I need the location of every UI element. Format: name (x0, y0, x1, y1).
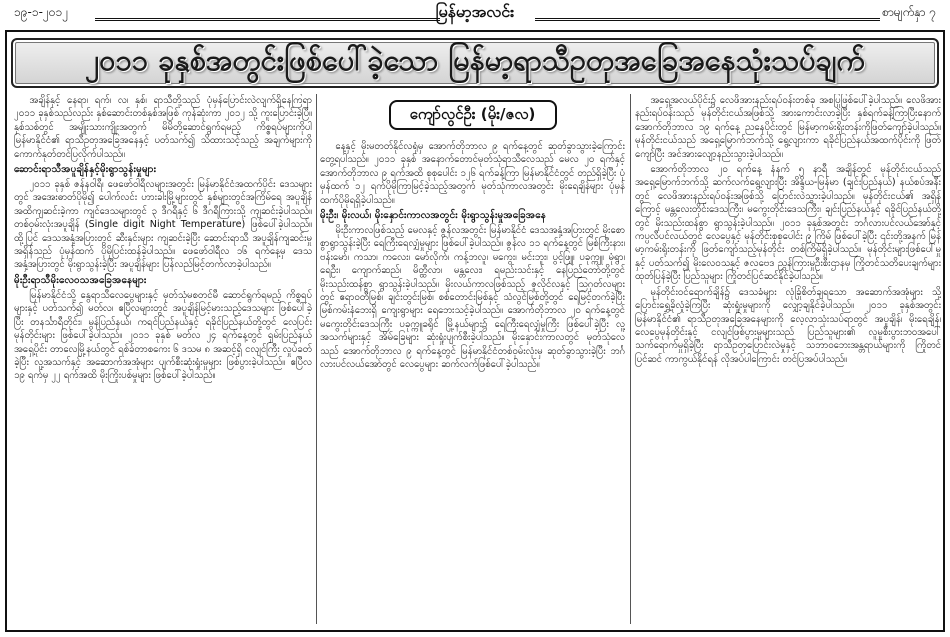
paragraph: အရှေ့အလယ်ပိုင်း၌ လေဖိအားနည်းရပ်ဝန်းတစ်ခု အစပြုဖြစ်ပေါ်ခဲ့ပါသည်။ လေဖိအားနည်းရပ်ဝန်းသည် မုန်တိုင်းငယ်အဖြစ်သို့ အားကောင်းလာခဲ့ပြီး နှစ်ရက်ခန့်ကြာပြီးနောက် အောက်တိုဘာလ ၁၉ ရက်နေ့ ညနေပိုင်းတွင် မြန်မာ့ကမ်းရိုးတန်းကိုဖြတ်ကျော်ခဲ့ပါသည်။ မုန်တိုင်းငယ်သည် အရှေ့မြောက်ဘက်သို့ ရွေ့လျားကာ ရခိုင်ပြည်နယ်အထက်ပိုင်းကို ဖြတ်ကျော်ပြီး အင်အားလျော့နည်းသွားခဲ့ပါသည်။ (635, 95, 941, 160)
headline-banner (11, 38, 939, 88)
article-column-1 (14, 94, 312, 626)
article-column-3 (635, 94, 941, 626)
page-number: စာမျက်နှာ ၇ (882, 5, 936, 19)
newspaper-name: မြန်မာ့အလင်း (435, 2, 515, 21)
column-divider (630, 94, 631, 624)
section-heading: မိုးဦးရာသီမိုးလေဝသအခြေအနေများ (14, 274, 147, 286)
paragraph: မိုးဦးကာလဖြစ်သည့် မေလနှင့် ဇွန်လအတွင်း မြန်မာနိုင်ငံ ဒေသအနှံ့အပြားတွင် မိုးစောစွာရွာသွန်းခဲ့ပြီး ရေကြီးရေလျှံမှုများ ဖြစ်ပေါ်ခဲ့ပါသည်။ ဇွန်လ ၁၁ ရက်နေ့တွင် မြစ်ကြီးနား၊ ဗန်းမော်၊ ကသာ၊ ကလေး၊ မော်လိုက်၊ ကန့်ဘလူ၊ မကွေး၊ မင်းဘူး၊ ပွင့်ဖြူ၊ ပခုက္ကူ၊ မုံရွာ၊ ရေဦး၊ ကျောက်ဆည်၊ မိတ္ထီလာ၊ မန္တလေး၊ ရမည်းသင်းနှင့် နေပြည်တော်တို့တွင် မိုးသည်းထန်စွာ ရွာသွန်းခဲ့ပါသည်။ မိုးလယ်ကာလဖြစ်သည့် ဇူလိုင်လနှင့် ဩဂုတ်လများတွင် ဧရာဝတီမြစ်၊ ချင်းတွင်းမြစ်၊ စစ်တောင်းမြစ်နှင့် သံလွင်မြစ်တို့တွင် ရေမြင့်တက်ခဲ့ပြီး မြစ်ကမ်းနံဘေးရှိ ကျေးရွာများ ရေဘေးသင့်ခဲ့ပါသည်။ အောက်တိုဘာလ ၂၀ ရက်နေ့တွင် မကွေးတိုင်းဒေသကြီး ပခုက္ကူခရိုင် မြို့နယ်များ၌ ရေကြီးရေလျှံမှုကြီး ဖြစ်ပေါ်ခဲ့ပြီး လူ့အသက်များနှင့် အိမ်ခြေများ ဆုံးရှုံးပျက်စီးခဲ့ပါသည်။ မိုးနှောင်းကာလတွင် မုတ်သုံလေသည် အောက်တိုဘာလ ၉ ရက်နေ့တွင် မြန်မာနိုင်ငံတစ်ဝှမ်းလုံးမှ ဆုတ်ခွာသွားခဲ့ပြီး ဘင်္ဂလားပင်လယ်အော်တွင် လေပွေများ ဆက်လက်ဖြစ်ပေါ်ခဲ့ပါသည်။ (320, 225, 625, 371)
paragraph: မုန်တိုင်းဝင်ရောက်ချိန်၌ ဒေသခံများ လုံခြုံစိတ်ချရသော အဆောက်အအုံများ သို့ ပြောင်းရွှေ့ခိုလှုံခဲ့ကြပြီး ဆုံးရှုံးမှုများကို လျှော့ချနိုင်ခဲ့ပါသည်။ ၂၀၁၁ ခုနှစ်အတွင်း မြန်မာနိုင်ငံ၏ ရာသီဥတုအခြေအနေများကို လေ့လာသုံးသပ်ရာတွင် အပူချိန်၊ မိုးရေချိန်၊ လေပွေမုန်တိုင်းနှင့် ငလျင်ဖြစ်ပွားမှုများသည် ပြည်သူများ၏ လူမှုစီးပွားဘဝအပေါ် သက်ရောက်မှုရှိခဲ့ပြီး ရာသီဥတုပြောင်းလဲမှုနှင့် သဘာဝဘေးအန္တရာယ်များကို ကြိုတင်ပြင်ဆင် ကာကွယ်နိုင်ရန် လိုအပ်ပါကြောင်း တင်ပြအပ်ပါသည်။ (635, 286, 941, 365)
section-heading: မိုးဦး၊ မိုးလယ်၊ မိုးနှောင်းကာလအတွင်း မိုးရွာသွန်းမှုအခြေအနေ (320, 210, 547, 222)
section-heading: ဆောင်းရာသီအပူချိန်နှင့်မိုးရွာသွန်းမှုများ (14, 164, 157, 176)
paragraph: ၂၀၁၁ ခုနှစ် ဇန်နဝါရီ၊ ဖေဖော်ဝါရီလများအတွင်း မြန်မာနိုင်ငံအထက်ပိုင်း ဒေသများတွင် အအေးဓာတ်ပိုမို၍ ပေါက်လင်း ဟားခါးမြို့များတွင် နှစ်များတွင်အကြိမ်ရေ အပူချိန်အထိကျဆင်းခဲ့ကာ ကျင်ဒေသများတွင် ၃ ဒီဂရီနှင့် ၆ ဒီဂရီကြားသို့ ကျဆင်းခဲ့ပါသည်။ တစ်ဝှမ်းလုံးအပူချိန် (Single digit Night Temperature) ဖြစ်ပေါ်ခဲ့ပါသည်။ ထို့ပြင် ဒေသအနှံ့အပြားတွင် ဆီးနှင်းများ ကျဆင်းခဲ့ပြီး ဆောင်းရာသီ အပူချိန်ကျဆင်းမှုအရှိန်သည် ပုံမှန်ထက် ပိုမိုပြင်းထန်ခဲ့ပါသည်။ ဖေဖော်ဝါရီလ ၁၆ ရက်နေ့မှ ဒေသအနှံ့အပြားတွင် မိုးရွာသွန်းခဲ့ပြီး အပူချိန်များ ပြန်လည်မြင့်တက်လာခဲ့ပါသည်။ (14, 179, 312, 271)
column-divider (316, 94, 317, 624)
paragraph: မြန်မာနိုင်ငံသို့ နွေရာသီလေပွေများနှင့် မုတ်သုံမစတင်မီ ဆောင်ရွက်ရမည့် ကိစ္စရပ်များနှင့် ပတ်သက်၍ မတ်လ၊ ဧပြီလများတွင် အပူချိန်မြင့်မားသည့်ဒေသများ ဖြစ်ပေါ်ခဲ့ပြီး တနင်္သာရီတိုင်း၊ မွန်ပြည်နယ်၊ ကရင်ပြည်နယ်နှင့် ရခိုင်ပြည်နယ်တို့တွင် လေပြင်းမုန်တိုင်းများ ဖြစ်ပေါ်ခဲ့ပါသည်။ ၂၀၁၁ ခုနှစ် မတ်လ ၂၄ ရက်နေ့တွင် ရှမ်းပြည်နယ် အရှေ့ပိုင်း တာလေမြို့နယ်တွင် ရစ်ခ်တာစကေး ၆ ဒသမ ၈ အဆင့်ရှိ ငလျင်ကြီး လှုပ်ခတ်ခဲ့ပြီး လူ့အသက်နှင့် အဆောက်အအုံများ ပျက်စီးဆုံးရှုံးမှုများ ဖြစ်ပွားခဲ့ပါသည်။ ဧပြီလ ၁၉ ရက်မှ ၂၂ ရက်အထိ မိုးကြိုးပစ်မှုများ ဖြစ်ပေါ်ခဲ့ပါသည်။ (14, 289, 312, 382)
paragraph: နေ့နှင့် မိုးမတတ်နိုင်လရုံမှ အောက်တိုဘာလ ၉ ရက်နေ့တွင် ဆုတ်ခွာသွားခဲ့ကြောင်း တွေ့ရပါသည်။ ၂၀၁၁ ခုနှစ် အနောက်တောင်မုတ်သုံရာသီလေသည် မေလ ၂၀ ရက်နှင့် အောက်တိုဘာလ ၉ ရက်အထိ စုစုပေါင်း ၁၂၆ ရက်ခန့်ကြာ မြန်မာနိုင်ငံတွင် တည်ရှိခဲ့ပြီး ပုံမှန်ထက် ၁၂ ရက်ပိုမိုကြာမြင့်ခဲ့သည့်အတွက် မုတ်သုံကာလအတွင်း မိုးရေချိန်များ ပုံမှန်ထက်ပိုမိုရရှိခဲ့ပါသည်။ (320, 141, 625, 206)
headline: ၂၀၁၁ ခုနှစ်အတွင်းဖြစ်ပေါ်ခဲ့သော မြန်မာ့ရာသီဥတုအခြေအနေသုံးသပ်ချက် (85, 42, 865, 77)
author-byline: ကျော်လွင်ဦး (မိုး/ဇလ) (389, 100, 557, 130)
page-header (0, 0, 950, 28)
paragraph: အချိန်နှင့် နေရာ၊ ရက်၊ လ၊ နှစ်၊ ရာသီတို့သည် ပုံမှန်ပြောင်းလဲလျက်ရှိနေကြရာ ၂၀၁၁ ခုနှစ်သည်လည်း နှစ်ဆောင်းတစ်နှစ်အဖြစ် ကုန်ဆုံးကာ ၂၀၁၂ သို့ ကူးပြောင်းခဲ့ပြီ။ နှစ်သစ်တွင် အမျိုးသားကျိုးအတွက် မိမိတို့ဆောင်ရွက်ရမည့် ကိစ္စရပ်များကိုပါ မြန်မာနိုင်ငံ၏ ရာသီဥတုအခြေအနေနှင့် ပတ်သက်၍ သိထားသင့်သည့် အချက်များကို ကောက်နုတ်တင်ပြလိုက်ပါသည်။ (14, 95, 312, 160)
header-rule-right (535, 18, 880, 21)
article-column-2 (320, 94, 625, 626)
issue-date: ၁၉-၁-၂၀၁၂ (14, 5, 69, 19)
paragraph: အောက်တိုဘာလ ၂၀ ရက်နေ့ နံနက် ၅ နာရီ အချိန်တွင် မုန်တိုင်းငယ်သည် အရှေ့မြောက်ဘက်သို့ ဆက်လက်ရွေ့လျားပြီး အိန္ဒိယ-မြန်မာ (ချင်းပြည်နယ်) နယ်စပ်အနီးတွင် လေဖိအားနည်းရပ်ဝန်းအဖြစ်သို့ ပြောင်းလဲသွားခဲ့ပါသည်။ မုန်တိုင်းငယ်၏ အရှိန်ကြောင့် မန္တလေးတိုင်းဒေသကြီး၊ မကွေးတိုင်းဒေသကြီး၊ ချင်းပြည်နယ်နှင့် ရခိုင်ပြည်နယ်တို့တွင် မိုးသည်းထန်စွာ ရွာသွန်းခဲ့ပါသည်။ ၂၀၁၁ ခုနှစ်အတွင်း ဘင်္ဂလားပင်လယ်အော်နှင့် ကပ္ပလီပင်လယ်တွင် လေပွေနှင့် မုန်တိုင်းစုစုပေါင်း ၉ ကြိမ် ဖြစ်ပေါ်ခဲ့ပြီး ၎င်းတို့အနက် မြန်မာ့ကမ်းရိုးတန်းကို ဖြတ်ကျော်သည့်မုန်တိုင်း တစ်ကြိမ်ရှိခဲ့ပါသည်။ မုန်တိုင်းများဖြစ်ပေါ်မှုနှင့် ပတ်သက်၍ မိုးလေဝသနှင့် ဇလဗေဒ ညွှန်ကြားမှုဦးစီးဌာနမှ ကြိုတင်သတိပေးချက်များ ထုတ်ပြန်ခဲ့ပြီး ပြည်သူများ ကြိုတင်ပြင်ဆင်နိုင်ခဲ့ပါသည်။ (635, 164, 941, 283)
